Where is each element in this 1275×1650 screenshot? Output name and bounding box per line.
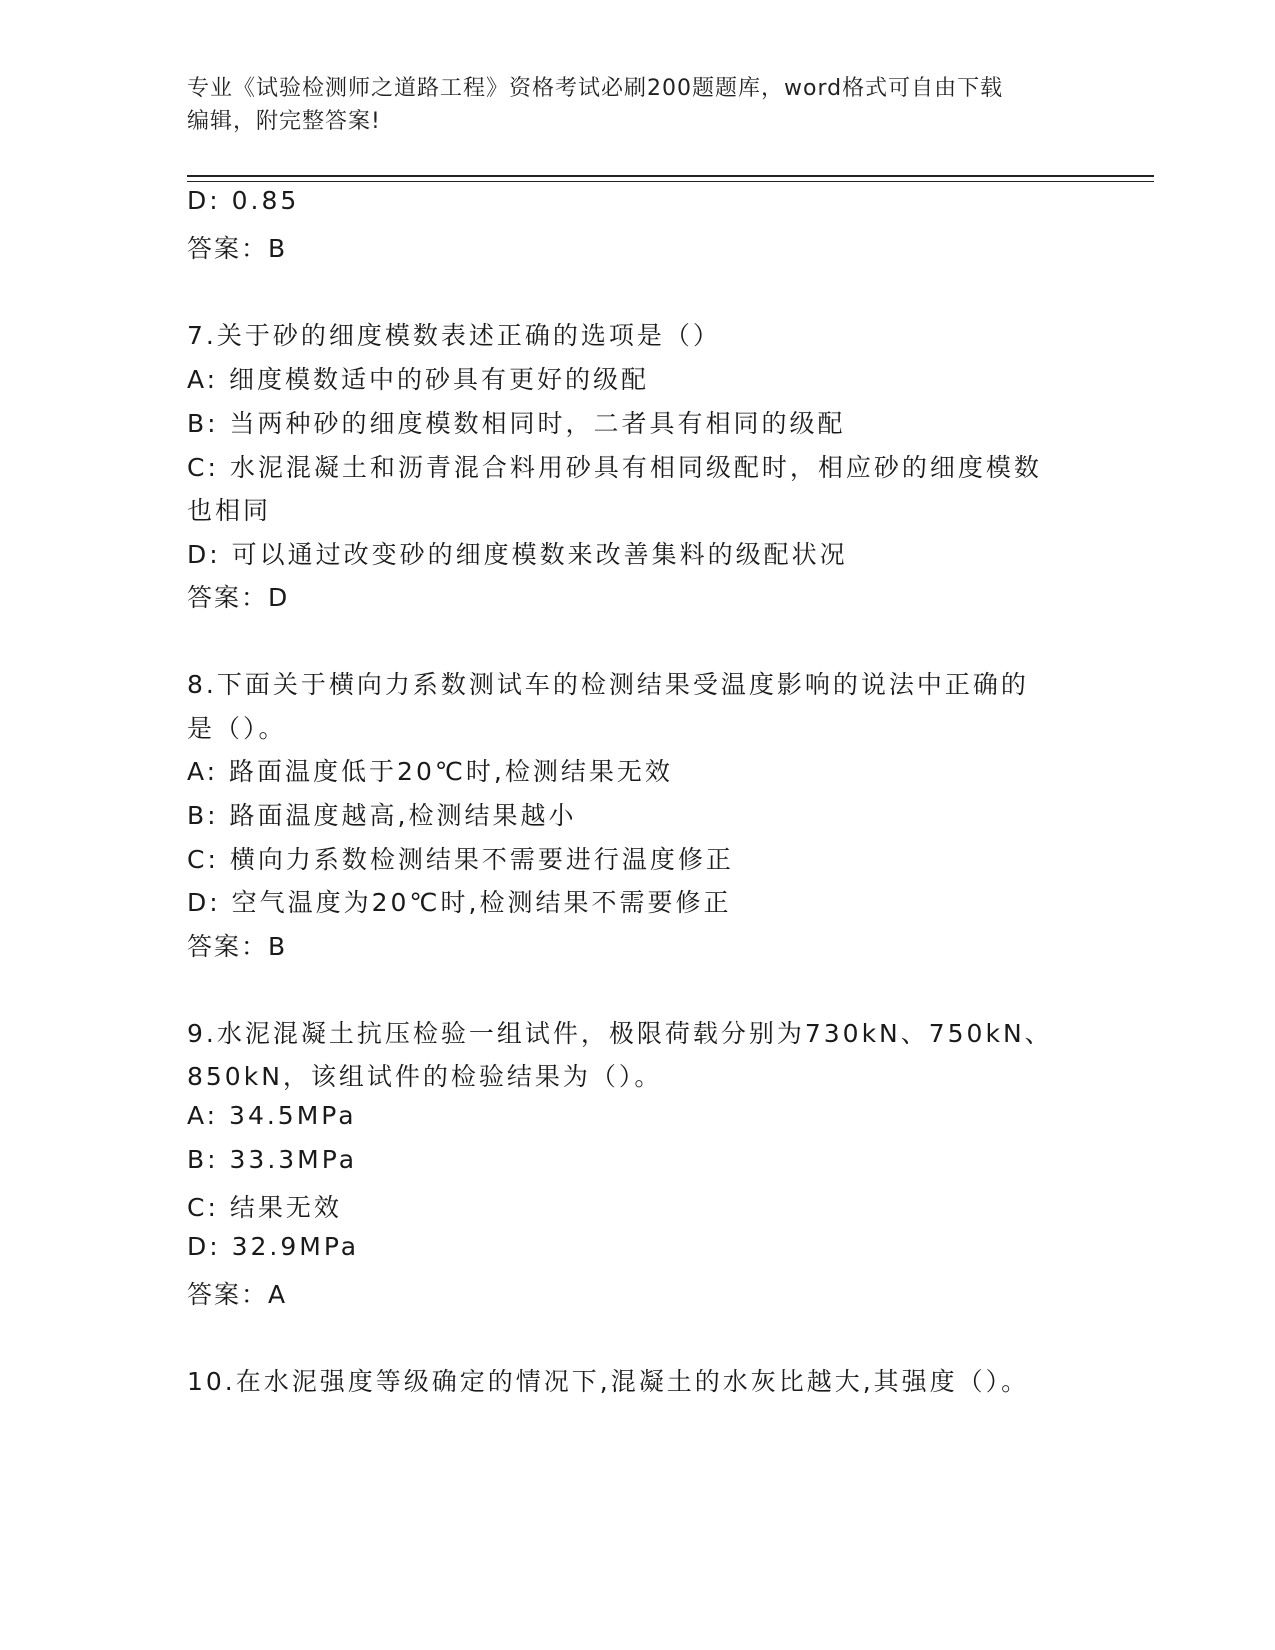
q9-answer: 答案：A xyxy=(187,1280,288,1309)
header-divider xyxy=(187,175,1154,177)
q9-stem-cont: 850kN，该组试件的检验结果为（）。 xyxy=(187,1062,663,1091)
q8-option-a: A: 路面温度低于20℃时,检测结果无效 xyxy=(187,757,673,786)
header-title-line2: 编辑，附完整答案! xyxy=(187,109,381,134)
q9-stem: 9.水泥混凝土抗压检验一组试件，极限荷载分别为730kN、750kN、 xyxy=(187,1019,1053,1048)
q8-option-b: B: 路面温度越高,检测结果越小 xyxy=(187,801,577,830)
header-title-line1: 专业《试验检测师之道路工程》资格考试必刷200题题库，word格式可自由下载 xyxy=(187,76,1004,101)
q8-option-c: C: 横向力系数检测结果不需要进行温度修正 xyxy=(187,845,734,874)
q8-option-d: D: 空气温度为20℃时,检测结果不需要修正 xyxy=(187,888,732,917)
q9-option-c: C: 结果无效 xyxy=(187,1193,342,1222)
q7-option-d: D: 可以通过改变砂的细度模数来改善集料的级配状况 xyxy=(187,540,848,569)
q7-option-b: B: 当两种砂的细度模数相同时，二者具有相同的级配 xyxy=(187,409,846,438)
q7-option-c: C: 水泥混凝土和沥青混合料用砂具有相同级配时，相应砂的细度模数 xyxy=(187,453,1042,482)
q8-answer: 答案：B xyxy=(187,932,288,961)
prev-answer: 答案：B xyxy=(187,234,288,263)
q9-option-d: D: 32.9MPa xyxy=(187,1232,360,1261)
q7-answer: 答案：D xyxy=(187,583,290,612)
prev-option-d: D: 0.85 xyxy=(187,186,300,215)
header-divider-thin xyxy=(187,181,1154,182)
q9-option-a: A: 34.5MPa xyxy=(187,1101,357,1130)
page-header xyxy=(187,72,1087,138)
q7-option-c-cont: 也相同 xyxy=(187,496,272,525)
q7-option-a: A: 细度模数适中的砂具有更好的级配 xyxy=(187,365,650,394)
q7-stem: 7.关于砂的细度模数表述正确的选项是（） xyxy=(187,321,721,350)
q9-option-b: B: 33.3MPa xyxy=(187,1145,358,1174)
q8-stem: 8.下面关于横向力系数测试车的检测结果受温度影响的说法中正确的 xyxy=(187,670,1029,699)
q8-stem-cont: 是（）。 xyxy=(187,714,287,743)
q10-stem: 10.在水泥强度等级确定的情况下,混凝土的水灰比越大,其强度（）。 xyxy=(187,1367,1030,1396)
